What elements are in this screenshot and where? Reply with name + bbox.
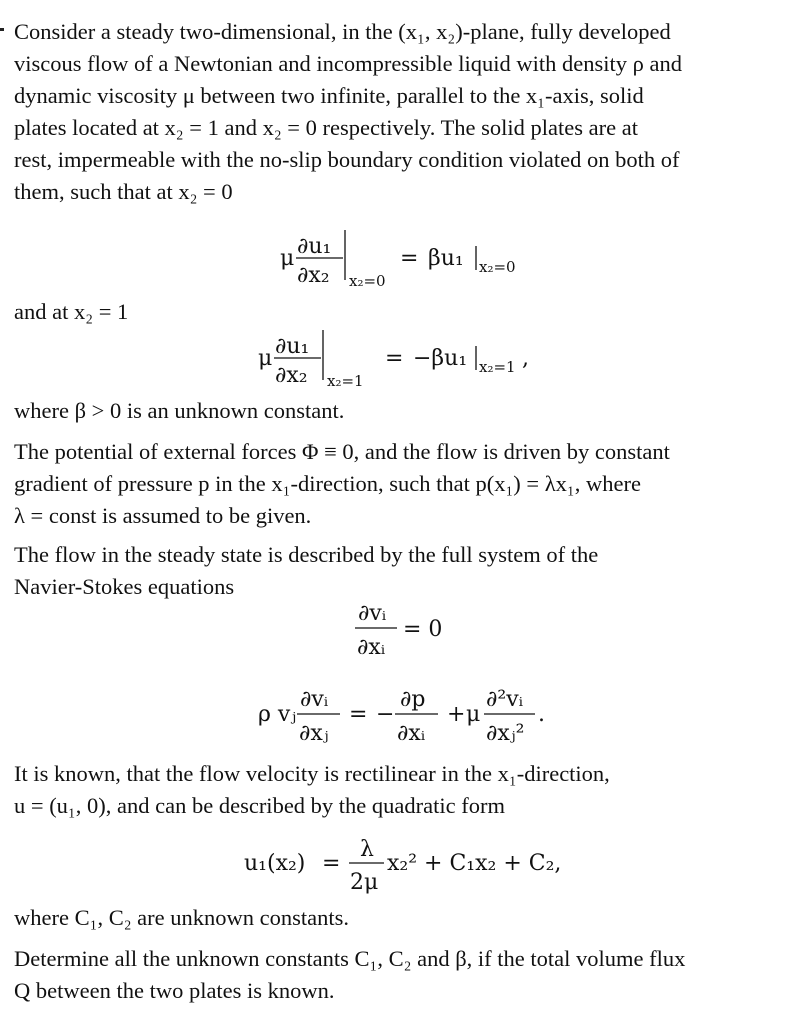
velocity-paragraph bbox=[14, 758, 789, 822]
task-line: Q between the two plates is known. bbox=[14, 978, 335, 1003]
intro-line: plates located at x₂ = 1 and x₂ = 0 respectively. The solid plates are at bbox=[14, 115, 638, 140]
intro-line: rest, impermeable with the no-slip boundary condition violated on both of bbox=[14, 147, 680, 172]
bc1-equals: = bbox=[400, 246, 419, 271]
velocity-line: It is known, that the flow velocity is rectilinear in the x₁-direction, bbox=[14, 761, 610, 786]
between-line: and at x₂ = 1 bbox=[14, 299, 129, 324]
momentum-v-numerator: ∂²vᵢ bbox=[486, 687, 524, 712]
task-line: Determine all the unknown constants C₁, C₂ and β, if the total volume flux bbox=[14, 946, 686, 971]
quadratic-svg bbox=[0, 826, 799, 906]
continuity-equation bbox=[0, 596, 799, 676]
task-paragraph bbox=[14, 943, 789, 1007]
bc1-denominator: ∂x₂ bbox=[297, 263, 330, 288]
quadratic-numerator: λ bbox=[360, 837, 374, 862]
boundary-condition-x2-0 bbox=[0, 216, 799, 296]
bc2-rhs: −βu₁ bbox=[413, 346, 468, 371]
intro-line: viscous flow of a Newtonian and incompressible liquid with density ρ and bbox=[14, 51, 682, 76]
potential-line: The potential of external forces Φ ≡ 0, and the flow is driven by constant bbox=[14, 439, 670, 464]
continuity-svg bbox=[0, 596, 799, 676]
constants-note bbox=[14, 902, 789, 934]
constants-line: where C₁, C₂ are unknown constants. bbox=[14, 905, 349, 930]
bc2-numerator: ∂u₁ bbox=[275, 334, 310, 359]
intro-paragraph bbox=[14, 16, 789, 208]
continuity-denominator: ∂xᵢ bbox=[357, 635, 386, 660]
quadratic-rest: x₂² + C₁x₂ + C₂, bbox=[387, 851, 562, 876]
continuity-numerator: ∂vᵢ bbox=[358, 601, 387, 626]
bc2-eval-subscript: x₂=1 bbox=[327, 372, 364, 390]
momentum-mu: μ bbox=[466, 702, 481, 727]
bc2-denominator: ∂x₂ bbox=[275, 363, 308, 388]
potential-line: λ = const is assumed to be given. bbox=[14, 503, 312, 528]
quadratic-form-equation bbox=[0, 826, 799, 906]
continuity-rhs: = 0 bbox=[403, 617, 443, 642]
bc2-svg bbox=[0, 316, 799, 396]
momentum-equals: = bbox=[349, 702, 368, 727]
velocity-line: u = (u₁, 0), and can be described by the quadratic form bbox=[14, 793, 505, 818]
bc1-rhs: βu₁ bbox=[428, 246, 464, 271]
quadratic-lhs: u₁(x₂) bbox=[244, 851, 306, 876]
bc1-numerator: ∂u₁ bbox=[297, 234, 332, 259]
intro-line: them, such that at x₂ = 0 bbox=[14, 179, 233, 204]
momentum-lhs-coef: ρ vⱼ bbox=[258, 702, 297, 727]
intro-line: dynamic viscosity μ between two infinite, parallel to the x₁-axis, solid bbox=[14, 83, 644, 108]
ns-intro-line: Navier-Stokes equations bbox=[14, 574, 235, 599]
momentum-p-numerator: ∂p bbox=[400, 687, 426, 712]
bc1-eval-subscript: x₂=0 bbox=[349, 272, 386, 290]
quadratic-denominator: 2μ bbox=[350, 870, 379, 895]
bc1-rhs-subscript: x₂=0 bbox=[479, 258, 516, 276]
intro-line: Consider a steady two-dimensional, in the (x₁, x₂)-plane, fully developed bbox=[14, 19, 671, 44]
potential-paragraph bbox=[14, 436, 789, 532]
bc2-comma: , bbox=[522, 346, 529, 371]
bc2-rhs-subscript: x₂=1 bbox=[479, 358, 516, 376]
potential-line: gradient of pressure p in the x₁-direction, such that p(x₁) = λx₁, where bbox=[14, 471, 641, 496]
boundary-condition-x2-1 bbox=[0, 316, 799, 396]
momentum-plus: + bbox=[447, 702, 466, 727]
list-bullet bbox=[0, 28, 4, 31]
momentum-p-denominator: ∂xᵢ bbox=[397, 721, 426, 746]
momentum-svg bbox=[0, 676, 799, 756]
momentum-v-denominator: ∂xⱼ² bbox=[486, 721, 525, 746]
momentum-period: . bbox=[538, 702, 545, 727]
bc1-mu: μ bbox=[280, 246, 295, 271]
momentum-lhs-denominator: ∂xⱼ bbox=[299, 721, 329, 746]
bc2-equals: = bbox=[385, 346, 404, 371]
bc2-mu: μ bbox=[258, 346, 273, 371]
beta-note bbox=[14, 395, 789, 427]
beta-line: where β > 0 is an unknown constant. bbox=[14, 398, 345, 423]
ns-intro-line: The flow in the steady state is described by the full system of the bbox=[14, 542, 599, 567]
momentum-lhs-numerator: ∂vᵢ bbox=[300, 687, 329, 712]
momentum-minus: − bbox=[376, 702, 395, 727]
momentum-equation bbox=[0, 676, 799, 756]
quadratic-equals: = bbox=[322, 851, 341, 876]
bc1-svg bbox=[0, 216, 799, 296]
ns-intro-paragraph bbox=[14, 539, 789, 603]
